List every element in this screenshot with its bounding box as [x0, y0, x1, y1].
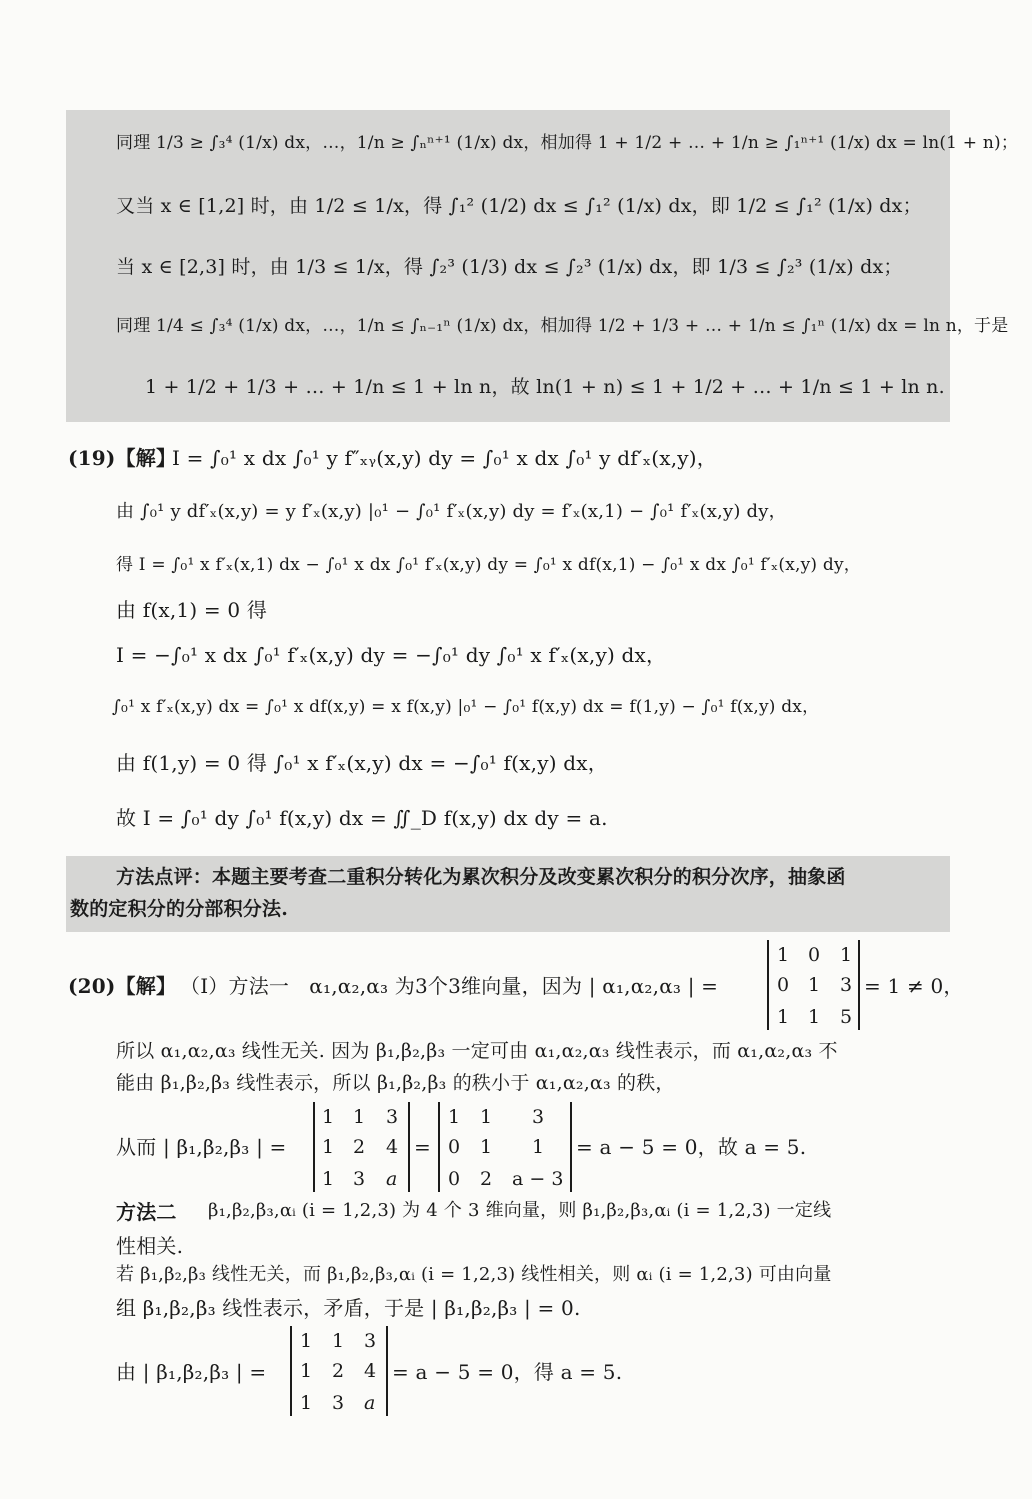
q20-line-5: β₁,β₂,β₃,αᵢ (i = 1,2,3) 为 4 个 3 维向量，则 β₁,β₂,β₃,αᵢ (i = 1,2,3) 一定线 [208, 1200, 832, 1221]
det2-r3c1: 1 [322, 1168, 335, 1190]
q19-line-2: 由 ∫₀¹ y df′ₓ(x,y) = y f′ₓ(x,y) |₀¹ − ∫₀¹ f′ₓ(x,y) dy = f′ₓ(x,1) − ∫₀¹ f′ₓ(x,y) dy， [116, 501, 787, 522]
proof-line-5: 1 + 1/2 + 1/3 + … + 1/n ≤ 1 + ln n，故 ln(1 + n) ≤ 1 + 1/2 + … + 1/n ≤ 1 + ln n. [145, 376, 945, 398]
q19-label: (19)【解】 [68, 446, 177, 470]
q19-line-6: ∫₀¹ x f′ₓ(x,y) dx = ∫₀¹ x df(x,y) = x f(x,y) |₀¹ − ∫₀¹ f(x,y) dx = f(1,y) − ∫₀¹ f(x,y) dx， [112, 697, 820, 717]
det2-r2c1: 1 [322, 1136, 335, 1158]
det4-r3c3: a [364, 1392, 376, 1414]
q20-line-7: 若 β₁,β₂,β₃ 线性无关，而 β₁,β₂,β₃,αᵢ (i = 1,2,3) 线性相关，则 αᵢ (i = 1,2,3) 可由向量 [116, 1264, 832, 1285]
proof-line-2: 又当 x ∈ [1,2] 时，由 1/2 ≤ 1/x，得 ∫₁² (1/2) dx ≤ ∫₁² (1/x) dx，即 1/2 ≤ ∫₁² (1/x) dx； [116, 195, 922, 217]
q20-line-4-tail: = a − 5 = 0，故 a = 5. [576, 1135, 807, 1159]
det3-left-bar [438, 1102, 440, 1192]
q20-line-8: 组 β₁,β₂,β₃ 线性表示，矛盾，于是 | β₁,β₂,β₃ | = 0. [116, 1296, 581, 1320]
proof-line-1: 同理 1/3 ≥ ∫₃⁴ (1/x) dx，…，1/n ≥ ∫ₙⁿ⁺¹ (1/x) dx，相加得 1 + 1/2 + … + 1/n ≥ ∫₁ⁿ⁺¹ (1/x) dx = ln(1 + n)； [116, 133, 1019, 153]
proof-line-4: 同理 1/4 ≤ ∫₃⁴ (1/x) dx，…，1/n ≤ ∫ₙ₋₁ⁿ (1/x) dx，相加得 1/2 + 1/3 + … + 1/n ≤ ∫₁ⁿ (1/x) dx = ln n，于是 [116, 316, 1009, 336]
method2-label: 方法二 [116, 1200, 177, 1224]
comment-line-2: 数的定积分的分部积分法. [70, 898, 289, 920]
det4-right-bar [386, 1326, 388, 1416]
det4-r2c1: 1 [300, 1360, 313, 1382]
det4-r1c2: 1 [332, 1330, 345, 1352]
det2-left-bar [313, 1102, 315, 1192]
q20-line-6: 性相关. [116, 1234, 184, 1258]
det1-r1c2: 0 [808, 944, 821, 966]
det3-r2c1: 0 [448, 1136, 461, 1158]
det1-left-bar [767, 940, 769, 1030]
q19-line-8: 故 I = ∫₀¹ dy ∫₀¹ f(x,y) dx = ∬_D f(x,y) dx dy = a. [116, 806, 608, 830]
det1-r3c1: 1 [777, 1006, 790, 1028]
proof-line-3: 当 x ∈ [2,3] 时，由 1/3 ≤ 1/x，得 ∫₂³ (1/3) dx ≤ ∫₂³ (1/x) dx，即 1/3 ≤ ∫₂³ (1/x) dx； [116, 256, 903, 278]
det4-r2c3: 4 [364, 1360, 377, 1382]
det2-r1c3: 3 [386, 1106, 399, 1128]
det3-r1c1: 1 [448, 1106, 461, 1128]
q20-line-3: 能由 β₁,β₂,β₃ 线性表示，所以 β₁,β₂,β₃ 的秩小于 α₁,α₂,α₃ 的秩， [116, 1072, 675, 1094]
det1-r3c2: 1 [808, 1006, 821, 1028]
det2-r1c1: 1 [322, 1106, 335, 1128]
det4-r3c2: 3 [332, 1392, 345, 1414]
det1-r1c1: 1 [777, 944, 790, 966]
det3-r1c2: 1 [480, 1106, 493, 1128]
det2-r1c2: 1 [353, 1106, 366, 1128]
det2-right-bar [408, 1102, 410, 1192]
det1-right-bar [858, 940, 860, 1030]
det4-r3c1: 1 [300, 1392, 313, 1414]
det1-r2c3: 3 [840, 974, 853, 996]
det3-r3c2: 2 [480, 1168, 493, 1190]
det4-left-bar [290, 1326, 292, 1416]
det1-r3c3: 5 [840, 1006, 853, 1028]
q20-line-9-tail: = a − 5 = 0，得 a = 5. [392, 1360, 623, 1384]
det3-r2c2: 1 [480, 1136, 493, 1158]
comment-line-1: 方法点评：本题主要考查二重积分转化为累次积分及改变累次积分的积分次序，抽象函 [116, 866, 846, 888]
q20-label: (20)【解】 [68, 974, 177, 998]
det3-r3c3: a − 3 [512, 1168, 564, 1190]
det2-r2c2: 2 [353, 1136, 366, 1158]
det4-r1c1: 1 [300, 1330, 313, 1352]
det-equals: = [414, 1135, 431, 1159]
q19-line-3: 得 I = ∫₀¹ x f′ₓ(x,1) dx − ∫₀¹ x dx ∫₀¹ f′ₓ(x,y) dy = ∫₀¹ x df(x,1) − ∫₀¹ x dx ∫₀¹ f′ₓ(x,y) dy， [116, 555, 861, 575]
det2-r3c2: 3 [353, 1168, 366, 1190]
det1-r2c1: 0 [777, 974, 790, 996]
q20-line-1-tail: = 1 ≠ 0， [864, 974, 964, 998]
q20-line-1: （Ⅰ）方法一 α₁,α₂,α₃ 为3个3维向量，因为 | α₁,α₂,α₃ | = [180, 974, 719, 998]
det2-r3c3: a [386, 1168, 398, 1190]
det3-right-bar [570, 1102, 572, 1192]
det4-r1c3: 3 [364, 1330, 377, 1352]
det1-r2c2: 1 [808, 974, 821, 996]
q20-line-2: 所以 α₁,α₂,α₃ 线性无关. 因为 β₁,β₂,β₃ 一定可由 α₁,α₂,α₃ 线性表示，而 α₁,α₂,α₃ 不 [116, 1040, 838, 1062]
det3-r2c3: 1 [532, 1136, 545, 1158]
q19-line-1: I = ∫₀¹ x dx ∫₀¹ y f″ₓᵧ(x,y) dy = ∫₀¹ x dx ∫₀¹ y df′ₓ(x,y)， [172, 446, 718, 470]
q19-line-4: 由 f(x,1) = 0 得 [116, 598, 268, 622]
det3-r3c1: 0 [448, 1168, 461, 1190]
q19-line-7: 由 f(1,y) = 0 得 ∫₀¹ x f′ₓ(x,y) dx = −∫₀¹ f(x,y) dx， [116, 751, 608, 775]
det2-r2c3: 4 [386, 1136, 399, 1158]
q20-line-9: 由 | β₁,β₂,β₃ | = [116, 1360, 267, 1384]
q19-line-5: I = −∫₀¹ x dx ∫₀¹ f′ₓ(x,y) dy = −∫₀¹ dy ∫₀¹ x f′ₓ(x,y) dx， [116, 643, 667, 667]
det1-r1c3: 1 [840, 944, 853, 966]
det4-r2c2: 2 [332, 1360, 345, 1382]
det3-r1c3: 3 [532, 1106, 545, 1128]
q20-line-4: 从而 | β₁,β₂,β₃ | = [116, 1135, 287, 1159]
